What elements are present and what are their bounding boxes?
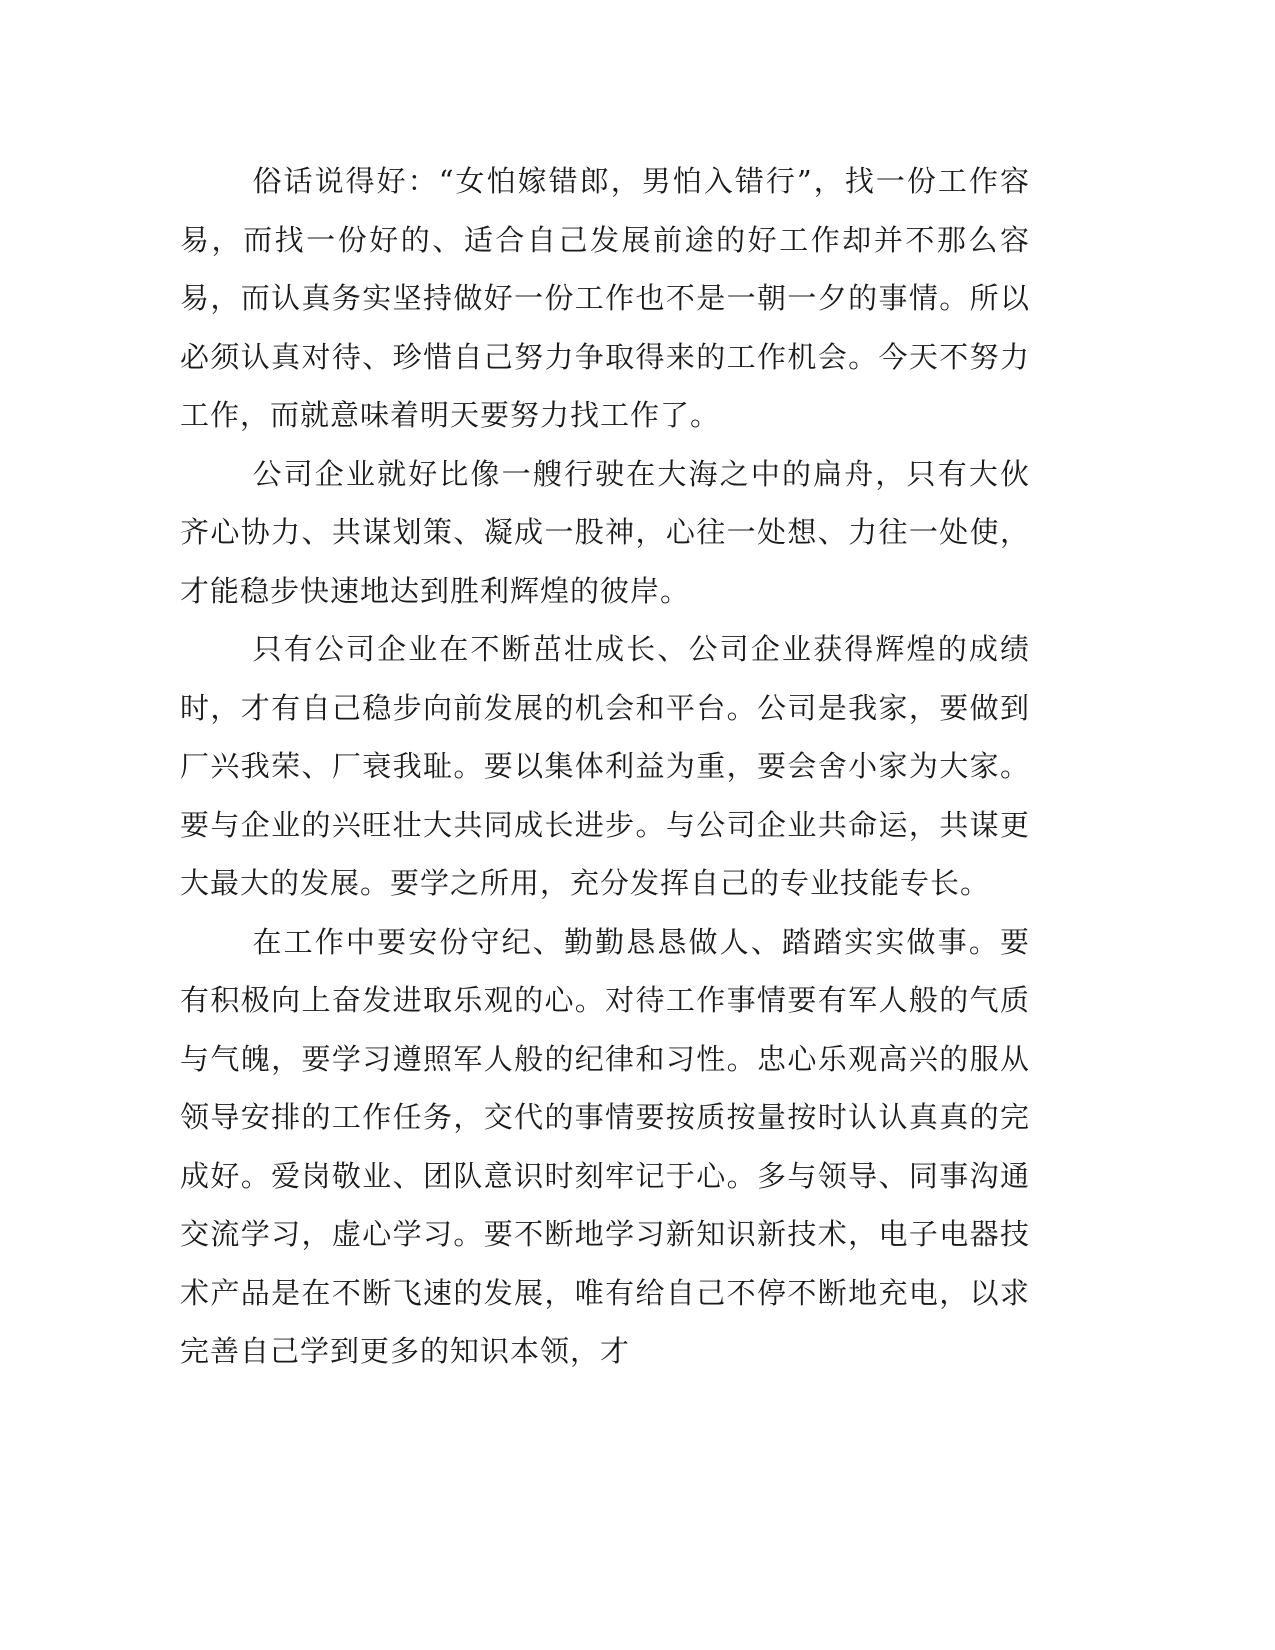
paragraph: 在工作中要安份守纪、勤勤恳恳做人、踏踏实实做事。要有积极向上奋发进取乐观的心。对待工作事情要有军人般的气质与气魄，要学习遵照军人般的纪律和习性。忠心乐观高兴的服从领导安排的工作任务，交代的事情要按质按量按时认认真真的完成好。爱岗敬业、团队意识时刻牢记于心。多与领导、同事沟通交流学习，虚心学习。要不断地学习新知识新技术，电子电器技术产品是在不断飞速的发展，唯有给自己不停不断地充电，以求完善自己学到更多的知识本领，才 bbox=[180, 924, 1030, 1368]
paragraph: 公司企业就好比像一艘行驶在大海之中的扁舟，只有大伙齐心协力、共谋划策、凝成一股神，心往一处想、力往一处使，才能稳步快速地达到胜利辉煌的彼岸。 bbox=[180, 456, 1030, 608]
document-body bbox=[180, 152, 1030, 1381]
paragraph: 俗话说得好：“女怕嫁错郎，男怕入错行”，找一份工作容易，而找一份好的、适合自己发展前途的好工作却并不那么容易，而认真务实坚持做好一份工作也不是一朝一夕的事情。所以必须认真对待、珍惜自己努力争取得来的工作机会。今天不努力工作，而就意味着明天要努力找工作了。 bbox=[180, 164, 1030, 432]
paragraph: 只有公司企业在不断茁壮成长、公司企业获得辉煌的成绩时，才有自己稳步向前发展的机会和平台。公司是我家，要做到厂兴我荣、厂衰我耻。要以集体利益为重，要会舍小家为大家。要与企业的兴旺壮大共同成长进步。与公司企业共命运，共谋更大最大的发展。要学之所用，充分发挥自己的专业技能专长。 bbox=[180, 632, 1030, 900]
